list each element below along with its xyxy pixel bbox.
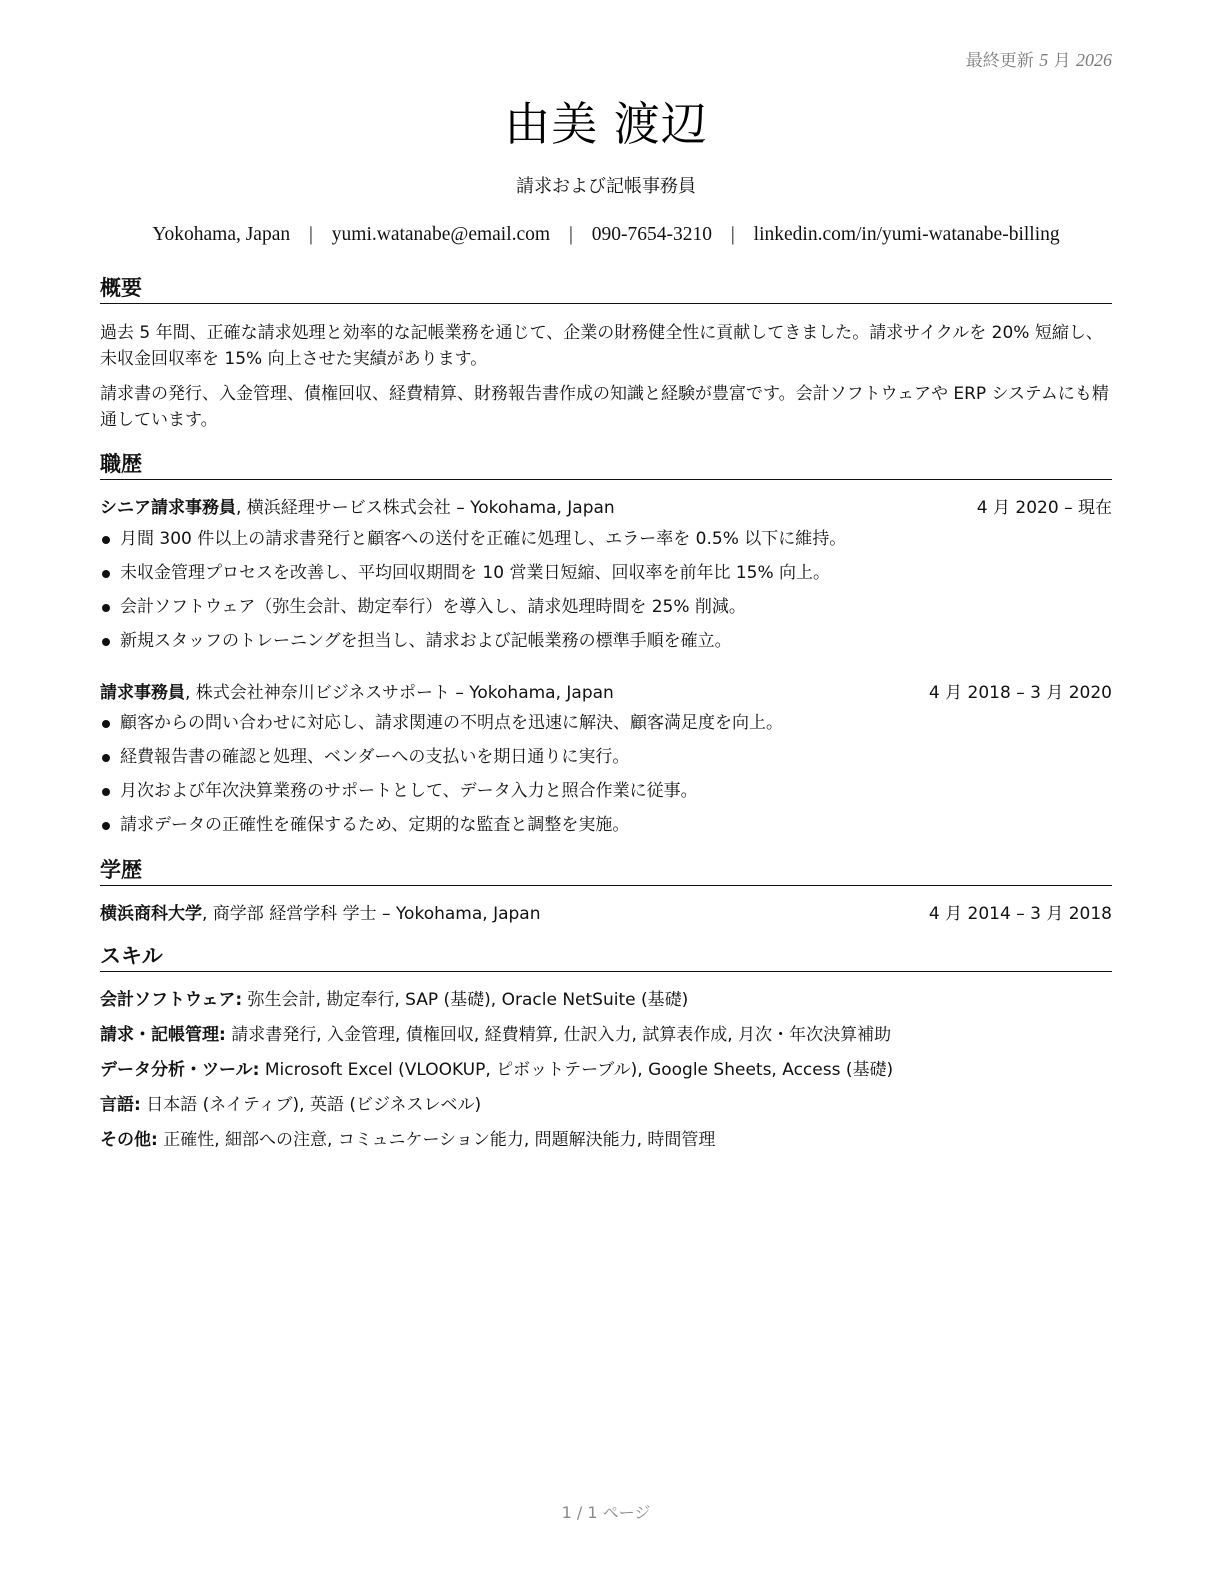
bullet-text: 経費報告書の確認と処理、ベンダーへの支払いを期日通りに実行。 — [120, 747, 630, 767]
skill-value: 正確性, 細部への注意, コミュニケーション能力, 問題解決能力, 時間管理 — [163, 1130, 716, 1150]
list-item — [100, 560, 1112, 594]
skill-row — [100, 987, 1112, 1022]
job-title: シニア請求事務員 — [100, 498, 236, 518]
skill-label: データ分析・ツール: — [100, 1060, 260, 1080]
summary-paragraph: 過去 5 年間、正確な請求処理と効率的な記帳業務を通じて、企業の財務健全性に貢献してきました。請求サイクルを 20% 短縮し、未収金回収率を 15% 向上させた実績があります。 — [100, 323, 1103, 369]
skill-label: 会計ソフトウェア: — [100, 990, 243, 1010]
summary-paragraph: 請求書の発行、入金管理、債権回収、経費精算、財務報告書作成の知識と経験が豊富です。会計ソフトウェアや ERP システムにも精通しています。 — [100, 384, 1109, 430]
job-dates: 4 月 2018 – 3 月 2020 — [928, 683, 1112, 703]
contact-location: Yokohama, Japan — [152, 224, 291, 245]
bullet-icon — [102, 604, 110, 612]
skill-label: 言語: — [100, 1095, 141, 1115]
skill-value: 請求書発行, 入金管理, 債権回収, 経費精算, 仕訳入力, 試算表作成, 月次・年次決算補助 — [231, 1025, 892, 1045]
bullet-text: 新規スタッフのトレーニングを担当し、請求および記帳業務の標準手順を確立。 — [120, 631, 732, 651]
skill-row — [100, 1127, 1112, 1162]
skill-label: その他: — [100, 1130, 158, 1150]
bullet-icon — [102, 536, 110, 544]
contact-separator: | — [568, 224, 573, 245]
skill-value: 日本語 (ネイティブ), 英語 (ビジネスレベル) — [146, 1095, 482, 1115]
list-item — [100, 778, 1112, 812]
last-updated-year: 2026 — [1076, 50, 1112, 70]
page-indicator: 1 / 1 ページ — [561, 1503, 651, 1522]
job-title: 請求事務員 — [100, 683, 185, 703]
job-company: , 横浜経理サービス株式会社 – Yokohama, Japan — [236, 498, 615, 518]
contact-linkedin[interactable]: linkedin.com/in/yumi-watanabe-billing — [753, 224, 1060, 245]
skill-row — [100, 1022, 1112, 1057]
contact-separator: | — [730, 224, 735, 245]
education-dates: 4 月 2014 – 3 月 2018 — [928, 904, 1112, 924]
school-name: 横浜商科大学 — [100, 904, 202, 924]
job-company: , 株式会社神奈川ビジネスサポート – Yokohama, Japan — [185, 683, 614, 703]
education-detail: , 商学部 経営学科 学士 – Yokohama, Japan — [202, 904, 541, 924]
bullet-icon — [102, 822, 110, 830]
bullet-text: 未収金管理プロセスを改善し、平均回収期間を 10 営業日短縮、回収率を前年比 15% 向上。 — [120, 563, 831, 583]
resume-page — [100, 0, 1112, 1584]
contact-separator: | — [309, 224, 313, 245]
section-heading-summary: 概要 — [100, 274, 1112, 304]
education-entry — [100, 901, 1112, 927]
last-updated-label: 最終更新 — [965, 51, 1034, 71]
job-bullets — [100, 526, 1112, 662]
section-heading-experience: 職歴 — [100, 450, 1112, 480]
bullet-text: 月間 300 件以上の請求書発行と顧客への送付を正確に処理し、エラー率を 0.5% 以下に維持。 — [120, 529, 847, 549]
skills-list — [100, 987, 1112, 1162]
bullet-icon — [102, 720, 110, 728]
skill-label: 請求・記帳管理: — [100, 1025, 226, 1045]
bullet-text: 会計ソフトウェア（弥生会計、勘定奉行）を導入し、請求処理時間を 25% 削減。 — [120, 597, 746, 617]
list-item — [100, 710, 1112, 744]
list-item — [100, 594, 1112, 628]
candidate-name: 由美 渡辺 — [504, 97, 708, 151]
job-dates: 4 月 2020 – 現在 — [976, 498, 1112, 518]
contact-email[interactable]: yumi.watanabe@email.com — [331, 224, 551, 245]
job-header — [100, 680, 1112, 706]
section-heading-education: 学歴 — [100, 856, 1112, 886]
job-title: 請求および記帳事務員 — [516, 176, 696, 197]
section-heading-skills: スキル — [100, 942, 1112, 972]
last-updated — [966, 46, 1112, 71]
skill-row — [100, 1057, 1112, 1092]
skill-value: 弥生会計, 勘定奉行, SAP (基礎), Oracle NetSuite (基礎) — [247, 990, 689, 1010]
list-item — [100, 628, 1112, 662]
bullet-icon — [102, 570, 110, 578]
bullet-icon — [102, 638, 110, 646]
skill-value: Microsoft Excel (VLOOKUP, ピボットテーブル), Google Sheets, Access (基礎) — [264, 1060, 894, 1080]
list-item — [100, 526, 1112, 560]
job-header — [100, 495, 1112, 521]
skill-row — [100, 1092, 1112, 1127]
bullet-text: 顧客からの問い合わせに対応し、請求関連の不明点を迅速に解決、顧客満足度を向上。 — [120, 713, 783, 733]
bullet-text: 請求データの正確性を確保するため、定期的な監査と調整を実施。 — [120, 815, 630, 835]
bullet-icon — [102, 788, 110, 796]
list-item — [100, 744, 1112, 778]
contact-line — [80, 224, 1132, 246]
contact-phone: 090-7654-3210 — [591, 224, 712, 245]
last-updated-month-unit: 月 — [1053, 51, 1071, 71]
list-item — [100, 812, 1112, 846]
bullet-icon — [102, 754, 110, 762]
last-updated-month: 5 — [1039, 50, 1049, 70]
job-bullets — [100, 710, 1112, 846]
bullet-text: 月次および年次決算業務のサポートとして、データ入力と照合作業に従事。 — [120, 781, 698, 801]
